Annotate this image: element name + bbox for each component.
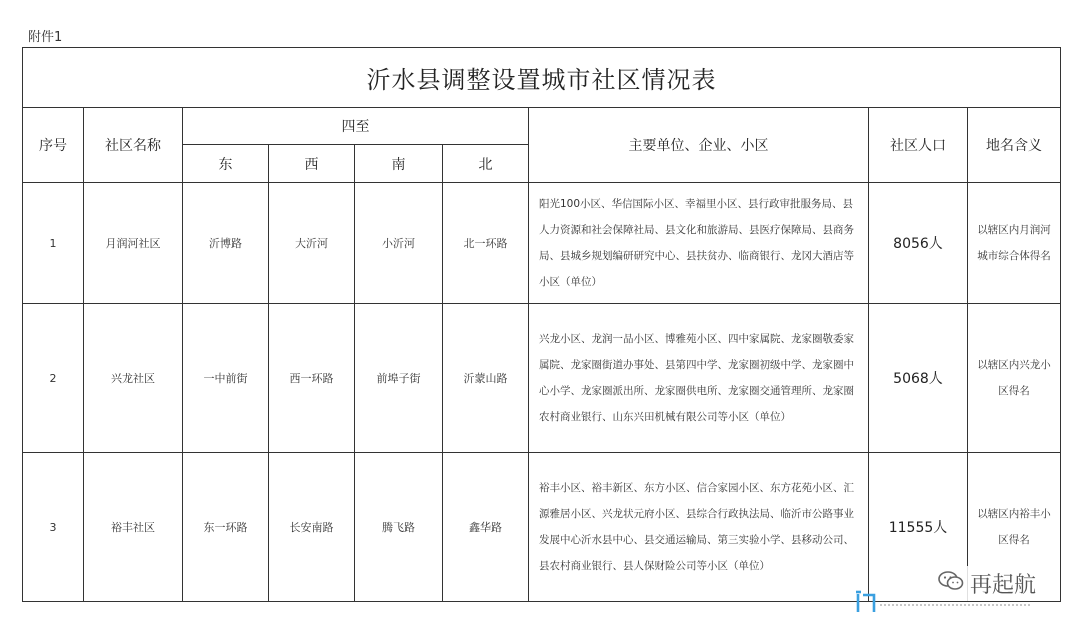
row-units: 阳光100小区、华信国际小区、幸福里小区、县行政审批服务局、县人力资源和社会保障社局、县文化和旅游局、县医疗保障局、县商务局、县城乡规划编研研究中心、县扶贫办、临商银行、龙冈大酒店等小区（单位） [529, 183, 869, 304]
row-north: 鑫华路 [443, 453, 529, 602]
header-north: 北 [443, 145, 529, 183]
header-east: 东 [183, 145, 269, 183]
row-units: 兴龙小区、龙润一品小区、博雅苑小区、四中家属院、龙家圈敬委家属院、龙家圈街道办事处、县第四中学、龙家圈初级中学、龙家圈中心小学、龙家圈派出所、龙家圈供电所、龙家圈交通管理所、龙家圈农村商业银行、山东兴田机械有限公司等小区（单位） [529, 304, 869, 453]
row-seq: 3 [23, 453, 84, 602]
row-meaning: 以辖区内兴龙小区得名 [968, 304, 1061, 453]
row-population: 11555人 [869, 453, 968, 602]
row-population: 8056人 [869, 183, 968, 304]
divider [880, 604, 1030, 606]
row-population: 5068人 [869, 304, 968, 453]
row-east: 东一环路 [183, 453, 269, 602]
row-seq: 1 [23, 183, 84, 304]
row-east: 沂博路 [183, 183, 269, 304]
row-name: 月润河社区 [84, 183, 183, 304]
row-north: 沂蒙山路 [443, 304, 529, 453]
row-units: 裕丰小区、裕丰新区、东方小区、信合家园小区、东方花苑小区、汇源雅居小区、兴龙状元府小区、县综合行政执法局、临沂市公路事业发展中心沂水县中心、县交通运输局、第三实验小学、县移动公司、县农村商业银行、县人保财险公司等小区（单位） [529, 453, 869, 602]
row-name: 兴龙社区 [84, 304, 183, 453]
table-row [23, 453, 1061, 602]
row-seq: 2 [23, 304, 84, 453]
row-west: 西一环路 [269, 304, 355, 453]
header-population: 社区人口 [869, 108, 968, 183]
row-west: 大沂河 [269, 183, 355, 304]
row-meaning: 以辖区内月润河城市综合体得名 [968, 183, 1061, 304]
row-south: 前埠子街 [355, 304, 443, 453]
watermark-text: 再起航 [969, 573, 1036, 598]
row-west: 长安南路 [269, 453, 355, 602]
header-seq: 序号 [23, 108, 84, 183]
header-west: 西 [269, 145, 355, 183]
table-row [23, 304, 1061, 453]
row-north: 北一环路 [443, 183, 529, 304]
header-units: 主要单位、企业、小区 [529, 108, 869, 183]
row-meaning: 以辖区内裕丰小区得名 [968, 453, 1061, 602]
row-south: 腾飞路 [355, 453, 443, 602]
header-south: 南 [355, 145, 443, 183]
watermark [932, 566, 1042, 601]
table-title: 沂水县调整设置城市社区情况表 [23, 48, 1061, 108]
attachment-label: 附件1 [28, 30, 63, 45]
table-row [23, 183, 1061, 304]
row-south: 小沂河 [355, 183, 443, 304]
community-table [22, 47, 1061, 602]
corner-logo-icon [855, 590, 877, 619]
header-meaning: 地名含义 [968, 108, 1061, 183]
header-name: 社区名称 [84, 108, 183, 183]
row-name: 裕丰社区 [84, 453, 183, 602]
header-boundaries: 四至 [183, 108, 529, 145]
wechat-icon [938, 570, 964, 597]
row-east: 一中前街 [183, 304, 269, 453]
